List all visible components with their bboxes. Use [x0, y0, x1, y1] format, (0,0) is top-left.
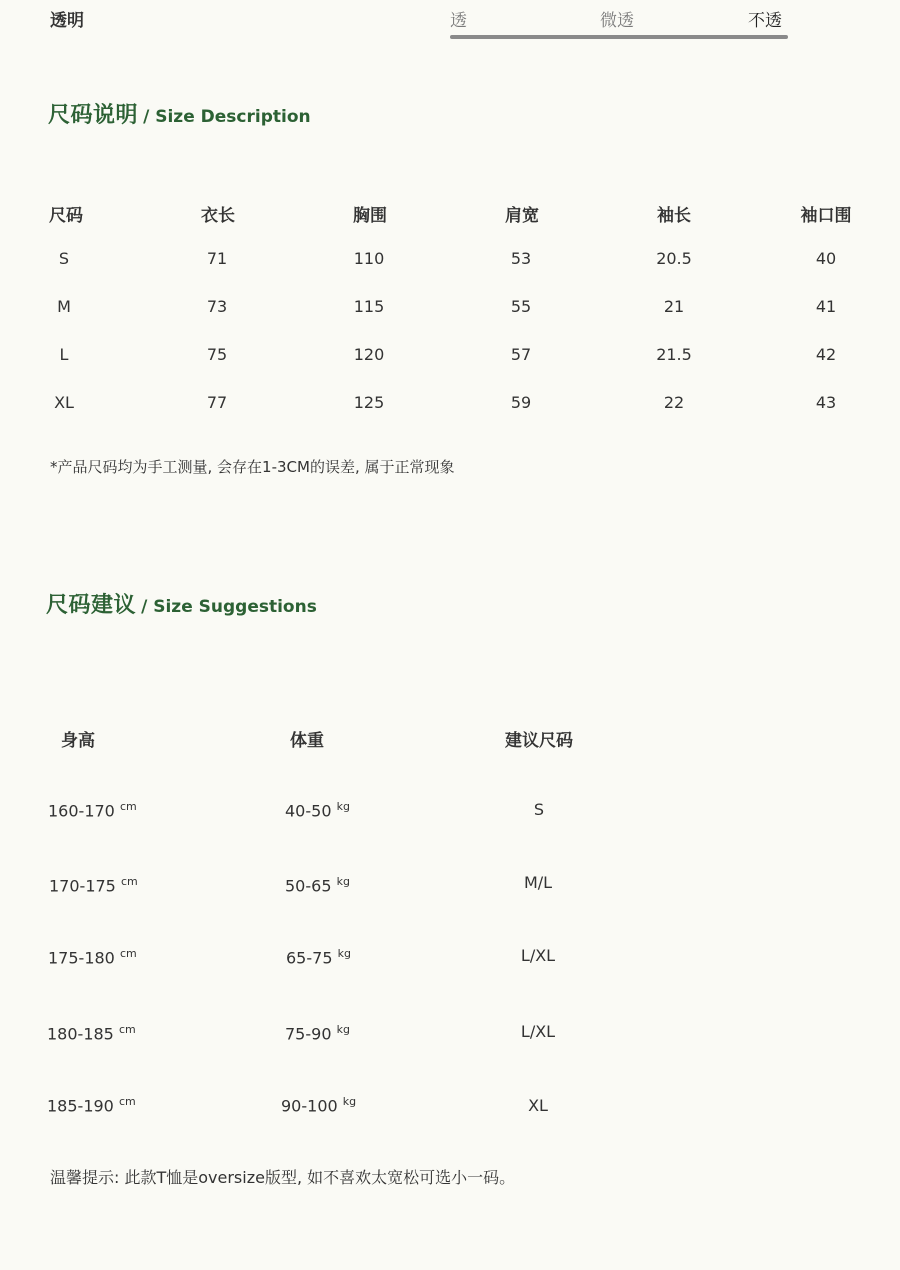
- weight-unit: kg: [336, 800, 350, 813]
- size-table-cell: 55: [510, 297, 532, 316]
- size-table-cell: 77: [206, 393, 228, 412]
- height-value: 175-180: [48, 948, 115, 968]
- size-table-cell: 40: [815, 249, 837, 268]
- size-table-cell: 71: [206, 249, 228, 268]
- size-description-title: 尺码说明: [48, 103, 139, 128]
- suggestion-height-cell: [47, 1023, 136, 1043]
- suggestion-table-header: 身高: [61, 731, 95, 751]
- size-suggestions-heading: [46, 588, 317, 619]
- suggestion-height-cell: [48, 800, 137, 820]
- size-table-cell: S: [58, 249, 70, 268]
- size-table-cell: 20.5: [656, 249, 692, 268]
- size-table-cell: 59: [510, 393, 532, 412]
- size-table-header: 肩宽: [505, 206, 539, 226]
- size-table-cell: 75: [206, 345, 228, 364]
- size-table-cell: M: [57, 297, 71, 316]
- size-table-cell: 21.5: [656, 345, 692, 364]
- suggestion-size-cell: S: [533, 800, 545, 819]
- size-table-header: 尺码: [49, 206, 83, 226]
- suggestion-height-cell: [47, 1095, 136, 1115]
- weight-value: 65-75: [286, 948, 333, 968]
- weight-unit: kg: [336, 875, 350, 888]
- transparency-option-opaque: 不透: [748, 11, 782, 31]
- weight-value: 90-100: [281, 1096, 338, 1116]
- size-table-cell: 125: [353, 393, 385, 412]
- transparency-option-semi: 微透: [600, 11, 634, 31]
- weight-unit: kg: [337, 947, 351, 960]
- size-table-cell: 43: [815, 393, 837, 412]
- height-value: 170-175: [49, 876, 116, 896]
- weight-value: 75-90: [285, 1024, 332, 1044]
- weight-value: 50-65: [285, 876, 332, 896]
- height-unit: cm: [118, 1095, 136, 1108]
- suggestion-weight-cell: [281, 1095, 356, 1115]
- transparency-scale-bar: [450, 35, 788, 39]
- size-table-cell: 120: [353, 345, 385, 364]
- weight-unit: kg: [336, 1023, 350, 1036]
- height-unit: cm: [119, 947, 137, 960]
- transparency-option-transparent: 透: [450, 11, 467, 31]
- size-table-cell: 57: [510, 345, 532, 364]
- size-table-cell: 41: [815, 297, 837, 316]
- suggestion-height-cell: [48, 947, 137, 967]
- height-value: 160-170: [48, 801, 115, 821]
- height-value: 180-185: [47, 1024, 114, 1044]
- weight-value: 40-50: [285, 801, 332, 821]
- fit-tip: 温馨提示: 此款T恤是oversize版型, 如不喜欢太宽松可选小一码。: [50, 1168, 516, 1187]
- suggestion-size-cell: L/XL: [520, 1022, 556, 1041]
- suggestion-size-cell: L/XL: [520, 946, 556, 965]
- height-unit: cm: [118, 1023, 136, 1036]
- suggestion-size-cell: M/L: [523, 873, 553, 892]
- height-unit: cm: [119, 800, 137, 813]
- measurement-note: *产品尺码均为手工测量, 会存在1-3CM的误差, 属于正常现象: [50, 458, 455, 476]
- suggestion-weight-cell: [286, 947, 351, 967]
- size-table-header: 袖长: [657, 206, 691, 226]
- size-table-cell: XL: [54, 393, 74, 412]
- size-table-cell: 53: [510, 249, 532, 268]
- height-unit: cm: [120, 875, 138, 888]
- size-table-header: 袖口围: [800, 206, 852, 226]
- size-table-cell: L: [59, 345, 69, 364]
- suggestion-weight-cell: [285, 875, 350, 895]
- size-table-cell: 21: [663, 297, 685, 316]
- size-table-cell: 73: [206, 297, 228, 316]
- size-description-heading: [48, 98, 311, 129]
- suggestion-table-header: 体重: [290, 731, 324, 751]
- size-table-header: 衣长: [201, 206, 235, 226]
- weight-unit: kg: [342, 1095, 357, 1108]
- size-table-cell: 115: [353, 297, 385, 316]
- size-suggestions-title: 尺码建议: [46, 593, 137, 618]
- height-value: 185-190: [47, 1096, 114, 1116]
- size-table-cell: 22: [663, 393, 685, 412]
- suggestion-table-header: 建议尺码: [505, 731, 573, 751]
- suggestion-weight-cell: [285, 800, 350, 820]
- size-table-cell: 42: [815, 345, 837, 364]
- size-table-cell: 110: [353, 249, 385, 268]
- suggestion-size-cell: XL: [528, 1096, 548, 1115]
- size-table-header: 胸围: [353, 206, 387, 226]
- suggestion-weight-cell: [285, 1023, 350, 1043]
- size-suggestions-subtitle: / Size Suggestions: [141, 597, 317, 617]
- transparency-label: 透明: [50, 11, 84, 31]
- suggestion-height-cell: [49, 875, 138, 895]
- size-description-subtitle: / Size Description: [143, 107, 311, 127]
